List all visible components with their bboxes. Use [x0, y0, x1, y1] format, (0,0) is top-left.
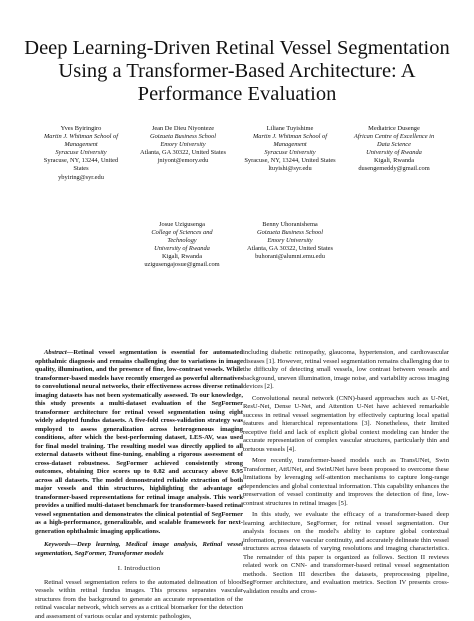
author-email: ltuyishi@syr.edu	[240, 165, 340, 173]
author-email: jniyont@emory.edu	[133, 157, 233, 165]
keywords-paragraph	[35, 541, 243, 558]
author-block-2	[133, 125, 233, 165]
author-location: Kigali, Rwanda	[347, 157, 441, 165]
author-block-1	[37, 125, 125, 182]
author-affiliation: African Centre of Excellence in Data Science	[347, 133, 441, 149]
author-affiliation: Goizueta Business School	[133, 133, 233, 141]
author-university: Syracuse University	[240, 149, 340, 157]
author-affiliation: College of Sciences and Technology	[136, 229, 228, 245]
intro-paragraph: Retinal vessel segmentation refers to the automated delineation of blood vessels within retinal fundus images. This process separates vascular structures from the background to generate an accurate representation of the retinal vascular network, which serves as a critical biomarker for the detection and assessment of various ocular and systemic pathologies,	[35, 579, 243, 621]
author-email: dusengemeddy@gmail.com	[347, 165, 441, 173]
keywords-label: Keywords	[44, 541, 70, 548]
author-name: Yves Byiringiro	[37, 125, 125, 133]
author-university: Emory University	[240, 237, 340, 245]
abstract-text: —Retinal vessel segmentation is essential for automated ophthalmic diagnosis and remains challenging due to variations in image quality, illumination, and the presence of fine, low-contrast vessels. While transformer-based models have recently emerged as powerful alternatives to convolutional neural networks, their effectiveness across diverse retinal imaging datasets has not been systematically assessed. To our knowledge, this study presents a multi-dataset evaluation of the SegFormer transformer architecture for retinal vessel segmentation using eight widely adopted fundus datasets. A five-fold cross-validation strategy was employed to assess generalization across heterogeneous imaging conditions, after which the best-performing dataset, LES-AV, was used for final model training. The resulting model was directly applied to all external datasets without fine-tuning, enabling a rigorous assessment of cross-dataset robustness. SegFormer achieved consistently strong outcomes, obtaining Dice scores up to 0.82 and accuracy above 0.95 across all datasets. The model demonstrated reliable extraction of both major vessels and thin structures, highlighting the advantage of transformer-based representations for retinal image analysis. This work provides a unified multi-dataset benchmark for transformer-based retinal vessel segmentation and demonstrates the clinical potential of SegFormer as a high-performance, generalizable, and scalable framework for next-generation ophthalmic imaging applications.	[35, 349, 243, 535]
author-name: Jean De Dieu Niyonteze	[133, 125, 233, 133]
author-email: buhorani@alumni.emu.edu	[240, 253, 340, 261]
author-location: Syracuse, NY, 13244, United States	[240, 157, 340, 165]
body-paragraph-2: Convolutional neural network (CNN)-based approaches such as U-Net, ResU-Net, Dense U-Net, and Attention U-Net have achieved remarkable success in retinal vessel segmentation by effectively capturing local spatial features and hierarchical representations [3]. Nonetheless, their limited receptive field and lack of explicit global context modeling can hinder the accurate representation of complex vascular structures, particularly thin and tortuous vessels [4].	[243, 395, 449, 455]
author-affiliation: Goizueta Business School	[240, 229, 340, 237]
author-name: Benny Uhoranishema	[240, 221, 340, 229]
abstract-paragraph	[35, 349, 243, 536]
author-location: Atlanta, GA 30322, United States	[240, 245, 340, 253]
body-paragraph-1: including diabetic retinopathy, glaucoma, hypertension, and cardiovascular diseases [1]. However, retinal vessel segmentation remains challenging due to the difficulty of detecting small vessels, low contrast between vessels and background, uneven illumination, image noise, and variability across imaging devices [2].	[243, 349, 449, 392]
author-block-6	[240, 221, 340, 261]
author-block-3	[240, 125, 340, 174]
author-affiliation: Martin J. Whitman School of Management	[37, 133, 125, 149]
body-paragraph-4: In this study, we evaluate the efficacy of a transformer-based deep learning architecture, SegFormer, for retinal vessel segmentation. Our analysis focuses on the model's ability to capture global contextual information, preserve vascular continuity, and accurately delineate thin vessel structures across datasets of varying resolutions and imaging characteristics. The remainder of this paper is organized as follows. Section II reviews related work on CNN- and transformer-based retinal vessel segmentation methods. Section III describes the datasets, preprocessing pipeline, SegFormer architecture, and evaluation metrics. Section IV presents cross-validation results and cross-	[243, 511, 449, 596]
author-block-4	[347, 125, 441, 174]
keywords-text: —Deep learning, Medical image analysis, Retinal vessel segmentation, SegFormer, Transformer models	[35, 541, 243, 557]
author-location: Atlanta, GA 30322, United States	[133, 149, 233, 157]
abstract-label: Abstract	[44, 349, 67, 356]
section-heading-introduction: I. Introduction	[35, 565, 243, 574]
left-column	[35, 349, 243, 621]
right-column	[243, 349, 449, 596]
body-paragraph-3: More recently, transformer-based models such as TransUNet, Swin Transformer, AttUNet, and SwinUNet have been proposed to overcome these limitations by leveraging self-attention mechanisms to capture long-range dependencies and global contextual information. This capability enhances the preservation of vessel continuity and improves the detection of fine, low-contrast structures in retinal images [5].	[243, 457, 449, 508]
author-block-5	[136, 221, 228, 270]
author-affiliation: Martin J. Whitman School of Management	[240, 133, 340, 149]
author-university: University of Rwanda	[136, 245, 228, 253]
author-name: Liliane Tuyishime	[240, 125, 340, 133]
paper-title: Deep Learning-Driven Retinal Vessel Segmentation Using a Transformer-Based Architecture: A Performance Evaluation	[20, 37, 454, 106]
author-name: Josue Uzigusenga	[136, 221, 228, 229]
author-university: Emory University	[133, 141, 233, 149]
author-university: University of Rwanda	[347, 149, 441, 157]
author-university: Syracuse University	[37, 149, 125, 157]
author-email: ybyiring@syr.edu	[37, 174, 125, 182]
author-location: Syracuse, NY, 13244, United States	[37, 157, 125, 173]
author-email: uzigusengajosue@gmail.com	[136, 261, 228, 269]
author-location: Kigali, Rwanda	[136, 253, 228, 261]
author-name: Mediatrice Dusenge	[347, 125, 441, 133]
